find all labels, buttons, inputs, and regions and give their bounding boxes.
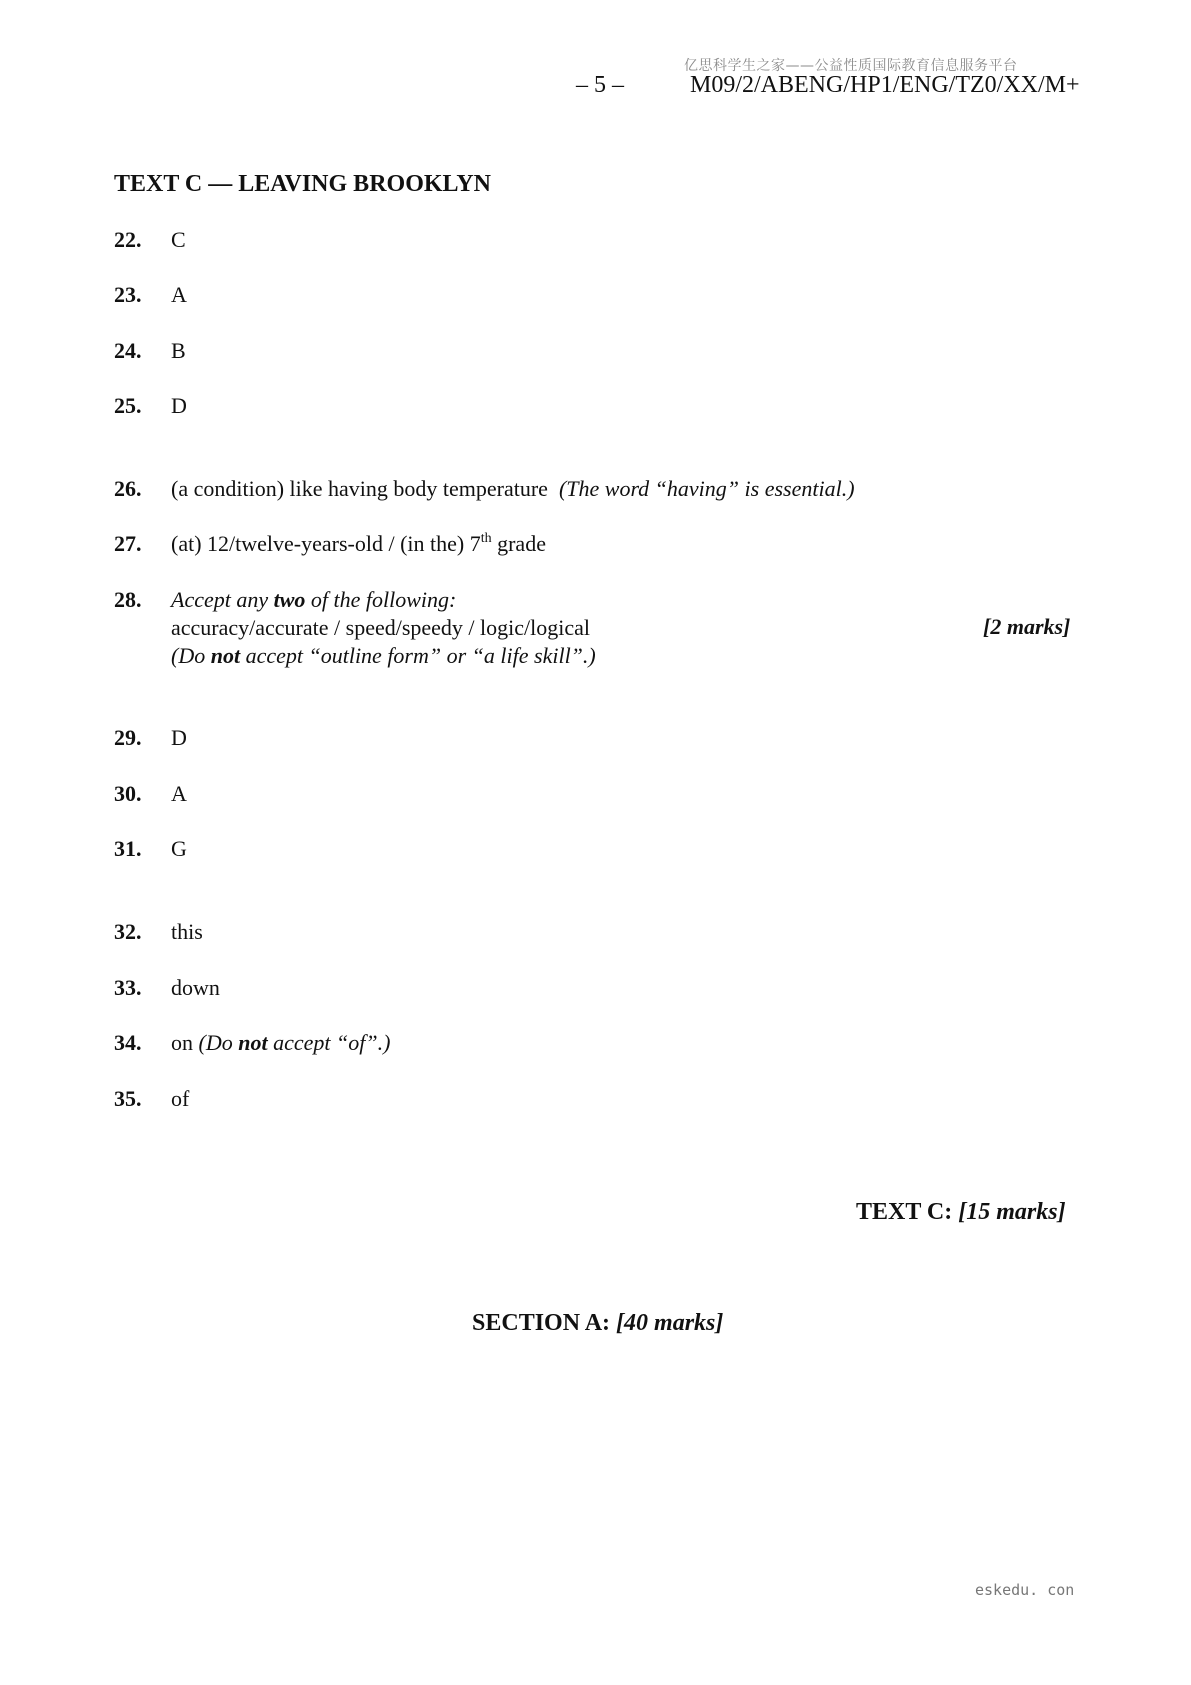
answer-text: G [171, 836, 187, 861]
text-c-marks: [15 marks] [958, 1199, 1066, 1225]
footer-site: eskedu. con [975, 1581, 1075, 1599]
question-number: 22. [114, 227, 142, 252]
question-number: 26. [114, 476, 142, 501]
page-number: – 5 – [576, 72, 624, 98]
marking-note: (Do not accept “of”.) [198, 1030, 391, 1055]
ordinal-suffix: th [480, 531, 492, 546]
answer-text: of [171, 1086, 190, 1111]
text-c-total [856, 1199, 1066, 1226]
question-number: 28. [114, 587, 142, 612]
answer-text: accuracy/accurate / speed/speedy / logic/logical [171, 615, 591, 640]
answer-text: A [171, 781, 187, 806]
answer-text: down [171, 975, 220, 1000]
document-code: M09/2/ABENG/HP1/ENG/TZ0/XX/M+ [690, 72, 1080, 98]
answer-text: B [171, 338, 186, 363]
section-a-marks: [40 marks] [616, 1310, 724, 1336]
answer-instruction: Accept any two of the following: [171, 587, 457, 612]
answer-text: on [171, 1030, 199, 1055]
question-number: 27. [114, 531, 142, 556]
question-number: 33. [114, 975, 142, 1000]
question-number: 31. [114, 836, 142, 861]
answer-text-end: grade [491, 531, 546, 556]
question-number: 29. [114, 725, 142, 750]
question-number: 34. [114, 1030, 142, 1055]
answer-text: D [171, 393, 187, 418]
answer-text: C [171, 227, 186, 252]
answer-text: (at) 12/twelve-years-old / (in the) 7 [171, 531, 481, 556]
section-a-total [472, 1310, 723, 1337]
question-number: 35. [114, 1086, 142, 1111]
question-number: 30. [114, 781, 142, 806]
question-number: 24. [114, 338, 142, 363]
marking-note: (Do not accept “outline form” or “a life skill”.) [171, 643, 596, 668]
question-number: 32. [114, 919, 142, 944]
watermark-text: 亿思科学生之家——公益性质国际教育信息服务平台 [684, 58, 1018, 74]
answer-text: this [171, 919, 203, 944]
text-c-label: TEXT C: [856, 1199, 953, 1225]
section-title: TEXT C — LEAVING BROOKLYN [114, 171, 491, 197]
question-number: 23. [114, 282, 142, 307]
answer-text: D [171, 725, 187, 750]
marking-note: (The word “having” is essential.) [558, 476, 855, 501]
marks-label: [2 marks] [983, 614, 1071, 639]
section-a-label: SECTION A: [472, 1310, 611, 1336]
question-number: 25. [114, 393, 142, 418]
answer-text: (a condition) like having body temperature [171, 476, 548, 501]
answer-text: A [171, 282, 187, 307]
